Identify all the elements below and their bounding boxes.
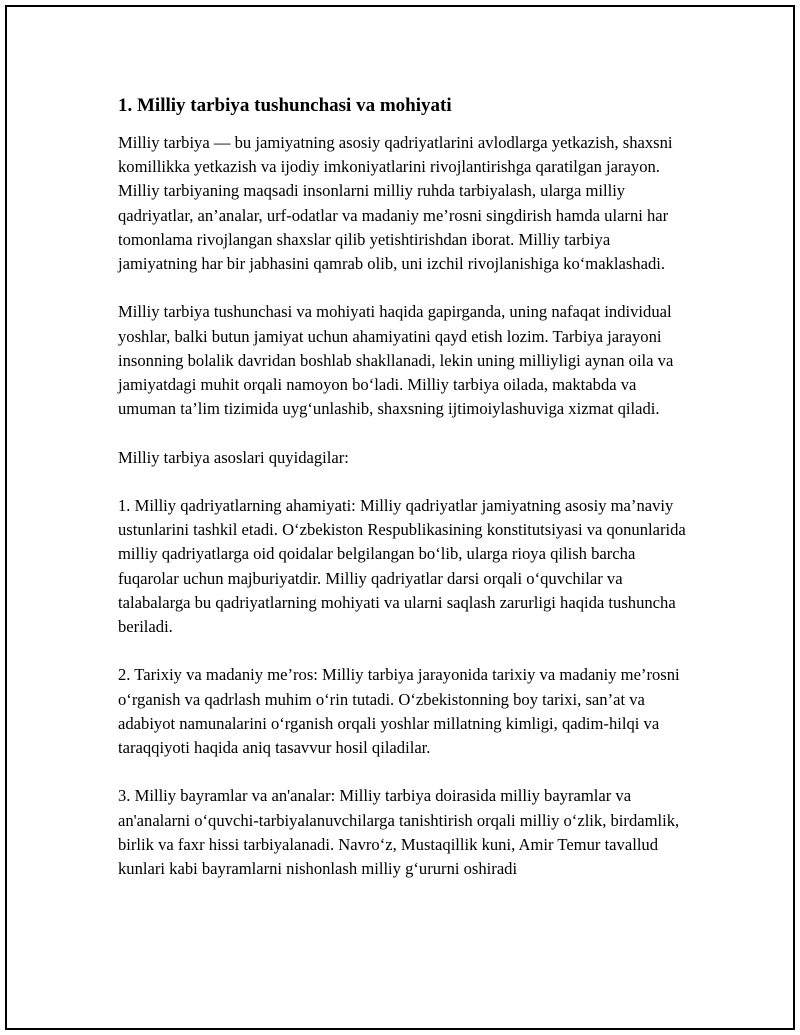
paragraph-point-3: 3. Milliy bayramlar va an'analar: Milliy tarbiya doirasida milliy bayramlar va an'analarni o‘quvchi-tarbiyalanuvchilarga tanishtirish orqali milliy o‘zlik, birdamlik, birlik va faxr hissi tarbiyalanadi. Navro‘z, Mustaqillik kuni, Amir Temur tavallud kunlari kabi bayramlarni nishonlash milliy g‘ururni oshiradi xyxy=(118,786,680,879)
paragraph-foundations-intro: Milliy tarbiya asoslari quyidagilar: xyxy=(118,447,349,467)
section-heading: 1. Milliy tarbiya tushunchasi va mohiyati xyxy=(118,95,452,116)
document-body xyxy=(118,94,693,905)
page-frame xyxy=(5,5,795,1030)
paragraph-concept: Milliy tarbiya tushunchasi va mohiyati haqida gapirganda, uning nafaqat individual yoshlar, balki butun jamiyat uchun ahamiyatini qayd etish lozim. Tarbiya jarayoni insonning bolalik davridan boshlab shakllanadi, lekin uning milliyligi aynan oila va jamiyatdagi muhit orqali namoyon bo‘ladi. Milliy tarbiya oilada, maktabda va umuman ta’lim tizimida uyg‘unlashib, shaxsning ijtimoiylashuviga xizmat qiladi. xyxy=(118,302,674,419)
paragraph-intro: Milliy tarbiya — bu jamiyatning asosiy qadriyatlarini avlodlarga yetkazish, shaxsni komillikka yetkazish va ijodiy imkoniyatlarini rivojlantirishga qaratilgan jarayon. Milliy tarbiyaning maqsadi insonlarni milliy ruhda tarbiyalash, ularga milliy qadriyatlar, an’analar, urf-odatlar va madaniy me’rosni singdirish hamda ularni har tomonlama rivojlangan shaxslar qilib yetishtirishdan iborat. Milliy tarbiya jamiyatning har bir jabhasini qamrab olib, uni izchil rivojlanishiga ko‘maklashadi. xyxy=(118,133,673,274)
paragraph-point-2: 2. Tarixiy va madaniy me’ros: Milliy tarbiya jarayonida tarixiy va madaniy me’rosni o‘rganish va qadrlash muhim o‘rin tutadi. O‘zbekistonning boy tarixi, san’at va adabiyot namunalarini o‘rganish orqali yoshlar millatning kimligi, qadim-hilqi va taraqqiyoti haqida aniq tasavvur hosil qiladilar. xyxy=(118,665,680,758)
paragraph-point-1: 1. Milliy qadriyatlarning ahamiyati: Milliy qadriyatlar jamiyatning asosiy ma’naviy ustunlarini tashkil etadi. O‘zbekiston Respublikasining konstitutsiyasi va qonunlarida milliy qadriyatlarga oid qoidalar belgilangan bo‘lib, ularga rioya qilish barcha fuqarolar uchun majburiyatdir. Milliy qadriyatlar darsi orqali o‘quvchilar va talabalarga bu qadriyatlarning mohiyati va ularni saqlash zarurligi haqida tushuncha beriladi. xyxy=(118,496,686,637)
